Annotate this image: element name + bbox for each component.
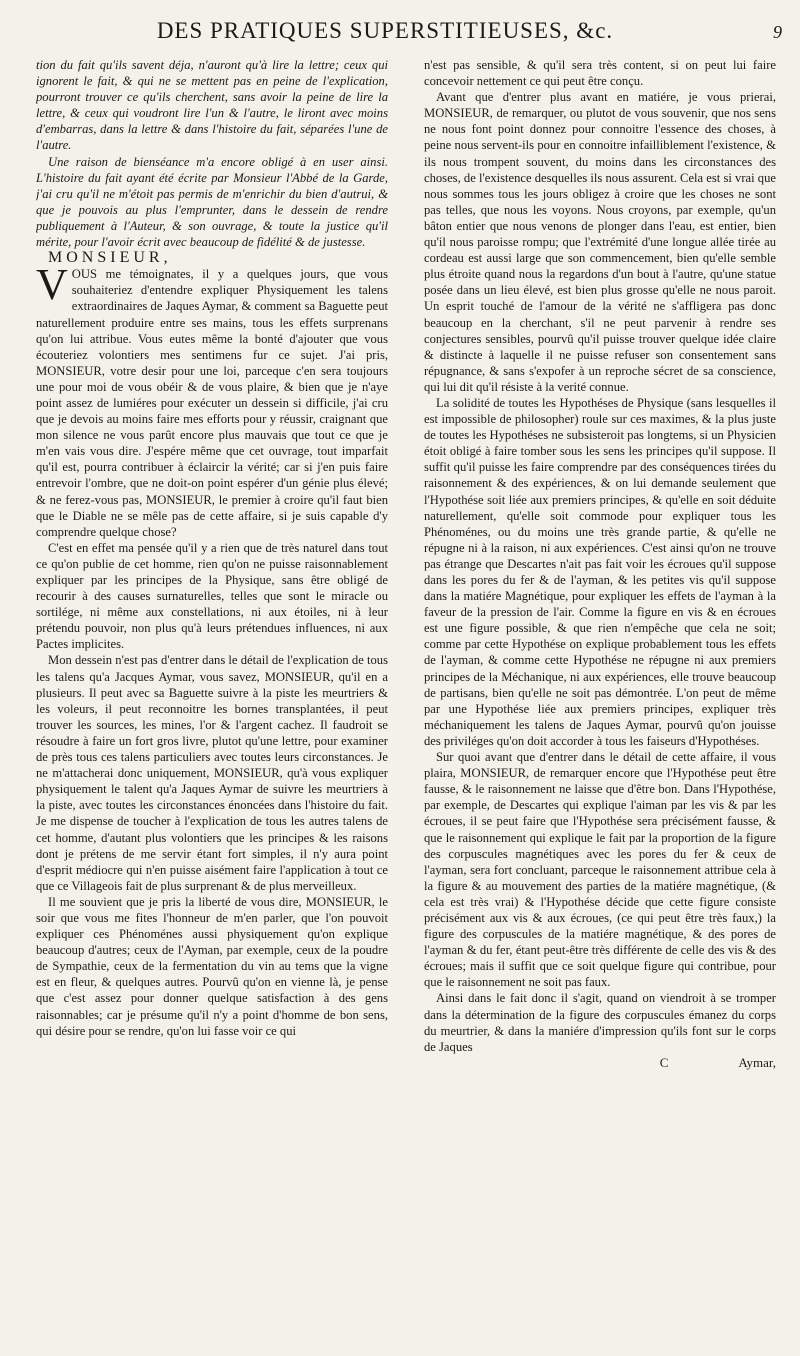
page-number: 9	[773, 22, 782, 42]
letter-paragraph-4: Il me souvient que je pris la liberté de vous dire, MONSIEUR, le soir que vous me fites l'honneur de m'en parler, que l'on pouvoit expliquer ces Phénoménes aussi physiquement qu'on explique beaucoup d'autres; ceux de l'Ayman, par exemple, ceux de la poudre de Sympathie, ceux de la fermentation du vin au tems que la vigne est en fleur, & quelques autres. Pourvû qu'on en vienne là, je pense que c'est assez pour donner quelque satisfaction à des gens raisonnables; car je présume qu'il n'y a point d'homme de bon sens, qui désire pour se rendre, qu'on lui fasse voir ce qui	[36, 894, 388, 1038]
catchword: Aymar,	[738, 1054, 776, 1070]
preface-paragraph-2: Une raison de bienséance m'a encore obligé à en user ainsi. L'histoire du fait ayant été écrite par Monsieur l'Abbé de la Garde, j'ai cru qu'il ne m'étoit pas permis de m'enrichir du bien d'autrui, & que je pouvois au plus l'emprunter, dans le dessein de rendre publiquement à l'Auteur, & son ouvrage, & toute la justice qu'il mérite, pour l'avoir écrit avec beaucoup de fidélité & de justesse.	[36, 154, 388, 250]
letter-paragraph-8: Sur quoi avant que d'entrer dans le détail de cette affaire, il vous plaira, MONSIEUR, de remarquer encore que l'Hypothése peut être fausse, & le raisonnement ne laisse que d'être bon. Dans l'Hypothése, par exemple, de Descartes qui explique l'aiman par les vis & par les écroues, il se peut faire que l'Hypothése sera précisément fausse, & que le raisonnement qui explique le fait par la proportion de la figure des corpuscules magnétiques avec les pores du fer & ceux de l'ayman, sera fort concluant, parceque le raisonnement attribue cela à la figure & au mouvement des parties de la matiére magnétique, (& cela est très vrai) & l'Hypothése décide que cette figure consiste précisément aux vis & aux écroues, (ce qui peut être très faux,) la figure des corpuscules de la matiére magnétique, & des pores de l'ayman & du fer, étant peut-être très différente de celle des vis & des écroues; mais il suffit que ce soit quelque figure qui contribue, pour que le raisonnement ne soit pas faux.	[424, 750, 776, 990]
letter-paragraph-1-text: OUS me témoignates, il y a quelques jours, que vous souhaiteriez d'entendre expliquer Physiquement les talens extraordinaires de Jaques Aymar, & comment sa Baguette peut naturellement produire entre ses mains, tous les effets surprenans qu'on lui attribue. Vous eutes même la bonté d'ajouter que vous écouteriez volontiers mes sentimens fur ce sujet. J'ai pris, MONSIEUR, votre desir pour une loi, parceque c'en sera toujours une pour moi de vous obéir & de vous plaire, & bien que je n'aye point assez de lumiéres pour exécuter un dessein si difficile, j'ai cru que je devois au moins faire mes efforts pour y réussir, craignant que mon silence ne vous parût encore plus mauvais que tout ce que je m'en vais vous dire. J'espére même que cet ouvrage, tout imparfait qu'il est, pourra contribuer à éclaircir la vérité; car si j'en puis faire entrevoir l'ombre, que ne doit-on point espérer d'un génie plus élevé; & ne ferez-vous pas, MONSIEUR, le premier à croire qu'il faut bien que le Diable ne se mêle pas de cette affaire, si je suis capable d'y comprendre quelque chose?	[36, 267, 388, 539]
salutation: MONSIEUR,	[48, 249, 172, 267]
page-footer	[424, 1055, 776, 1071]
letter-paragraph-5: n'est pas sensible, & qu'il sera très content, si on peut lui faire concevoir nettement ce qui peut être conçu.	[424, 58, 776, 89]
running-head: DES PRATIQUES SUPERSTITIEUSES, &c.	[156, 18, 614, 43]
left-column	[36, 57, 388, 1342]
signature-mark: C	[659, 1054, 669, 1070]
page-header	[0, 18, 800, 58]
letter-paragraph-9: Ainsi dans le fait donc il s'agit, quand on viendroit à se tromper dans la détermination de la figure des corpuscules émanez du corps du meurtrier, & dans la maniére d'impression qu'ils font sur le corps de Jaques	[424, 991, 776, 1054]
letter-paragraph-6: Avant que d'entrer plus avant en matiére, je vous prierai, MONSIEUR, de remarquer, ou plutot de vous souvenir, que nos sens ne nous font point donnez pour connoitre l'essence des choses, à peine nous servent-ils pour en connoitre infailliblement l'existence, & ils nous trompent souvent, du moins dans les circonstances des choses, de l'existence desquelles ils nous assurent. Cela est si vrai que nous sommes tous les jours obligez à croire que les choses ne sont pas telles, que nous les voyons. Nous croyons, par exemple, qu'un bâton entier que nous venons de plonger dans l'eau, est entier, bien qu'il nous paroisse rompu; que l'extrémité d'une longue allée tirée au cordeau est aussi large que son commencement, bien qu'elle semble plus étroite quand nous la regardons d'un bout à l'autre, qu'une statue posée dans un lieu élevé, est bien plus grosse qu'elle ne nous paroit. Un esprit touché de l'amour de la vérité ne s'affligera pas donc beaucoup en la cherchant, s'il ne peut parvenir à rendre ses conjectures sensibles, pourvû qu'il puisse trouver quelque idée claire & distincte à laquelle il ne puisse refuser son consentement sans répugnance, & sans s'expofer à un reproche sécret de sa conscience, qui lui dit qu'il résiste à la verité connue.	[424, 90, 776, 394]
drop-cap: V	[36, 260, 68, 310]
letter-paragraph-1	[36, 260, 388, 540]
preface-paragraph-1: tion du fait qu'ils savent déja, n'auront qu'à lire la lettre; ceux qui ignorent le fait, & qui ne se mettent pas en peine de l'explication, pourront trouver ce qu'ils cherchent, sans avoir la peine de lire la lettre, & ceux qui voudront lire l'un & l'autre, le liront avec moins d'embarras, dans la lettre & dans l'histoire du fait, séparées l'une de l'autre.	[36, 58, 388, 153]
letter-paragraph-2: C'est en effet ma pensée qu'il y a rien que de très naturel dans tout ce qu'on publie de cet homme, rien qu'on ne puisse raisonnablement expliquer par les principes de la Physique, sans être obligé de recourir à des causes surnaturelles, telles que sont le miracle ou sortilége, ni même aux constellations, ni aux étoiles, ni à leur prétendu pouvoir, non plus qu'à leurs prétendues influences, ni aux Pactes implicites.	[36, 540, 388, 652]
text-columns	[36, 57, 776, 1342]
right-column	[424, 57, 776, 1342]
letter-paragraph-3: Mon dessein n'est pas d'entrer dans le détail de l'explication de tous les talens qu'a Jacques Aymar, vous savez, MONSIEUR, qu'il en a plusieurs. Il peut avec sa Baguette suivre à la piste les meurtriers & les voleurs, il peut reconnoitre les bornes transplantées, il peut trouver les sources, les mines, l'or & l'argent cachez. Il faudroit se résoudre à faire un fort gros livre, plutot qu'une lettre, pour examiner de près tous ces talens particuliers avec toutes leurs circonstances. Je ne m'attacherai donc uniquement, MONSIEUR, qu'à vous expliquer physiquement le talent qu'a Jaques Aymar de suivre les meurtriers à la piste, avec toutes les circonstances énoncées dans l'histoire du fait. Je me dispense de toucher à l'explication de tous les autres talens de cet homme, d'autant plus volontiers que les principes & les raisons dont je prétens de me servir étant fort simples, il n'y aura point d'esprit médiocre qui n'en puisse aisément faire l'application à tout ce que ce Villageois fait de plus surprenant & de plus merveilleux.	[36, 653, 388, 893]
letter-paragraph-7: La solidité de toutes les Hypothéses de Physique (sans lesquelles il est impossible de philosopher) roule sur ces maximes, & la plus juste de toutes les Hypothéses ne subsisteroit pas longtems, si un Physicien étoit obligé à faire tomber sous les sens les principes qu'il suppose. Il suffit qu'il puisse les faire comprendre par des conséquences tirées du raisonnement & des expériences, & on lui demande seulement que l'Hypothése soit liée aux premiers principes, & qu'elle en soit déduite naturellement, qu'elle soit commode pour expliquer tous les Phénoménes, ou du moins une très grande partie, & qu'elle ne répugne ni à la raison, ni aux expériences. C'est ainsi qu'on ne trouve pas étrange que Descartes n'ait pas fait voir les écroues qu'il suppose dans les pores du fer & de l'ayman, & les petites vis qu'il suppose dans la matiére Magnétique, pour expliquer les effets de l'ayman à la faveur de la pression de l'air. Comme la figure en vis & en écroues est une figure possible, & que rien n'empêche que cela ne soit; comme par cette Hypothése on explique probablement tous les effets de l'ayman, & comme cette Hypothése ne répugne ni aux premiers principes de la Méchanique, ni aux expériences, elle trouve beaucoup de partisans, bien qu'elle ne soit pas démontrée. L'on peut de même par une Hypothése liée aux premiers principes, expliquer très méchaniquement les talens de Jaques Aymar, pourvû qu'on jouisse des priviléges qu'on doit accorder à tous les faiseurs d'Hypothéses.	[424, 395, 776, 748]
